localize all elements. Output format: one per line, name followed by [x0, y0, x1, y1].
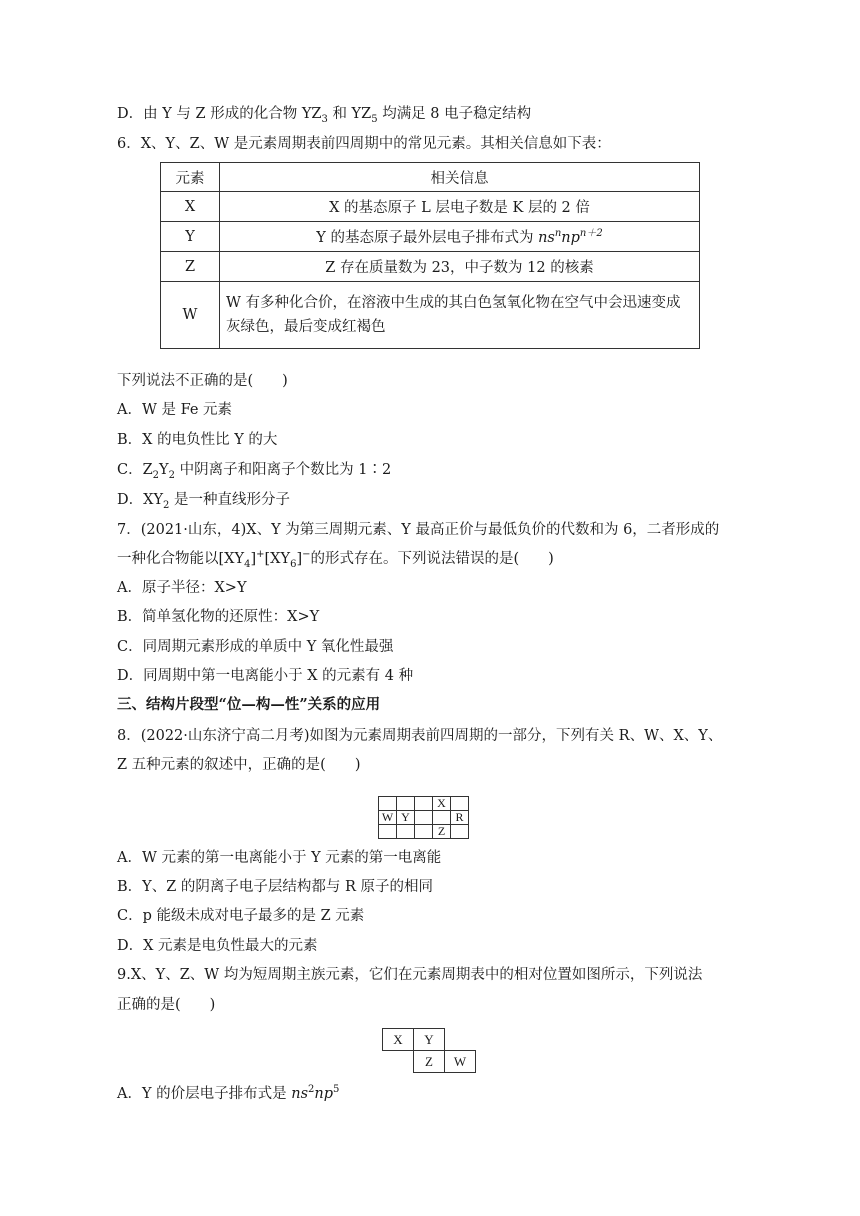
q9-stem-line1: 9.X、Y、Z、W 均为短周期主族元素，它们在元素周期表中的相对位置如图所示，下列说法 — [117, 967, 703, 983]
grid-cell-w: W — [445, 1051, 476, 1073]
q5-option-d: D．由 Y 与 Z 形成的化合物 $YZ_3$ 和 $YZ_5$ 均满足 8 电子稳定结构 — [117, 106, 532, 125]
header-element: 元素 — [161, 163, 220, 192]
grid-cell-x: X — [433, 797, 451, 811]
grid-cell-y: Y — [414, 1029, 445, 1051]
q6-option-d: D．$XY_2$ 是一种直线形分子 — [117, 492, 291, 511]
table-header-row — [161, 163, 700, 192]
cell-element: Y — [161, 222, 220, 252]
q7-option-b: B．简单氢化物的还原性：X>Y — [117, 609, 320, 625]
cell-info: X 的基态原子 L 层电子数是 K 层的 2 倍 — [220, 192, 700, 222]
grid-cell-x: X — [383, 1029, 414, 1051]
grid-cell-w: W — [379, 811, 397, 825]
q7-option-d: D．同周期中第一电离能小于 X 的元素有 4 种 — [117, 668, 414, 684]
q6-info-table — [160, 162, 700, 349]
q6-option-a: A．W 是 Fe 元素 — [117, 402, 233, 418]
table-row — [161, 192, 700, 222]
q8-periodic-grid — [378, 796, 487, 839]
q6-stem: 6．X、Y、Z、W 是元素周期表前四周期中的常见元素。其相关信息如下表： — [117, 136, 611, 152]
q9-option-a: A．Y 的价层电子排布式是 $ns^2np^5$ — [117, 1084, 340, 1102]
header-info: 相关信息 — [220, 163, 700, 192]
cell-info: Z 存在质量数为 23，中子数为 12 的核素 — [220, 252, 700, 282]
grid-cell-y: Y — [397, 811, 415, 825]
q8-option-a: A．W 元素的第一电离能小于 Y 元素的第一电离能 — [117, 850, 442, 866]
q7-stem-line1: 7．(2021·山东，4)X、Y 为第三周期元素、Y 最高正价与最低负价的代数和为 6，二者形成的 — [117, 522, 720, 538]
q9-periodic-grid — [382, 1028, 476, 1073]
q6-option-c: C．$Z_2Y_2$ 中阴离子和阳离子个数比为 1∶2 — [117, 462, 392, 481]
cell-element: W — [161, 282, 220, 349]
q8-option-d: D．X 元素是电负性最大的元素 — [117, 938, 318, 954]
table-row — [161, 222, 700, 252]
q8-stem-line1: 8．(2022·山东济宁高二月考)如图为元素周期表前四周期的一部分，下列有关 R、W、X、Y、 — [117, 728, 723, 744]
q8-option-b: B．Y、Z 的阴离子电子层结构都与 R 原子的相同 — [117, 879, 434, 895]
grid-cell-r: R — [451, 811, 469, 825]
section-3-title: 三、结构片段型“位—构—性”关系的应用 — [117, 696, 381, 713]
q6-option-b: B．X 的电负性比 Y 的大 — [117, 432, 278, 448]
grid-cell-z: Z — [414, 1051, 445, 1073]
table-row — [161, 252, 700, 282]
q8-option-c: C．p 能级未成对电子最多的是 Z 元素 — [117, 908, 365, 924]
table-row — [161, 282, 700, 349]
q8-stem-line2: Z 五种元素的叙述中，正确的是( ) — [117, 757, 361, 773]
q6-question: 下列说法不正确的是( ) — [117, 373, 288, 389]
cell-element: X — [161, 192, 220, 222]
q9-stem-line2: 正确的是( ) — [117, 997, 216, 1013]
q7-option-a: A．原子半径：X>Y — [117, 580, 247, 596]
grid-cell-z: Z — [433, 825, 451, 839]
cell-info: Y 的基态原子最外层电子排布式为 $ns^nnp^{n+2}$ — [220, 222, 700, 252]
cell-element: Z — [161, 252, 220, 282]
q7-option-c: C．同周期元素形成的单质中 Y 氧化性最强 — [117, 639, 394, 655]
cell-info: W 有多种化合价，在溶液中生成的其白色氢氧化物在空气中会迅速变成灰绿色，最后变成红褐色 — [220, 282, 700, 349]
q7-stem-line2: 一种化合物能以$[XY_4]^+[XY_6]^-$的形式存在。下列说法错误的是( ) — [117, 549, 554, 570]
